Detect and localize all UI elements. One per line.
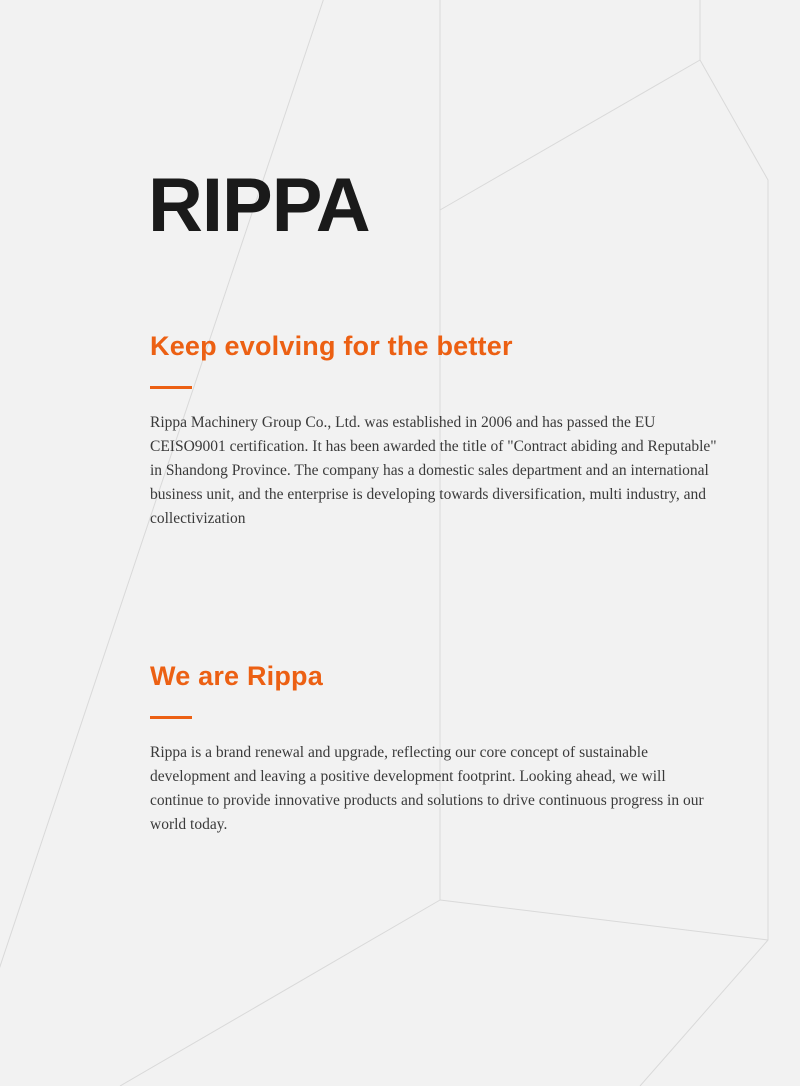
section-two-accent-rule: [150, 716, 192, 719]
brand-wordmark: RIPPA: [148, 163, 370, 248]
section-two-body: Rippa is a brand renewal and upgrade, reflecting our core concept of sustainable development and leaving a positive development footprint. Looking ahead, we will continue to provide innovative products and solutions to drive continuous progress in our world today.: [150, 744, 704, 834]
section-keep-evolving: [150, 330, 740, 531]
section-two-heading: We are Rippa: [150, 661, 323, 691]
section-one-accent-rule: [150, 386, 192, 389]
section-we-are-rippa: [150, 660, 740, 837]
section-one-body: Rippa Machinery Group Co., Ltd. was established in 2006 and has passed the EU CEISO9001 certification. It has been awarded the title of "Contract abiding and Reputable" in Shandong Province. The company has a domestic sales department and an international business unit, and the enterprise is developing towards diversification, multi industry, and collectivization: [150, 414, 717, 528]
section-one-heading: Keep evolving for the better: [150, 331, 513, 361]
